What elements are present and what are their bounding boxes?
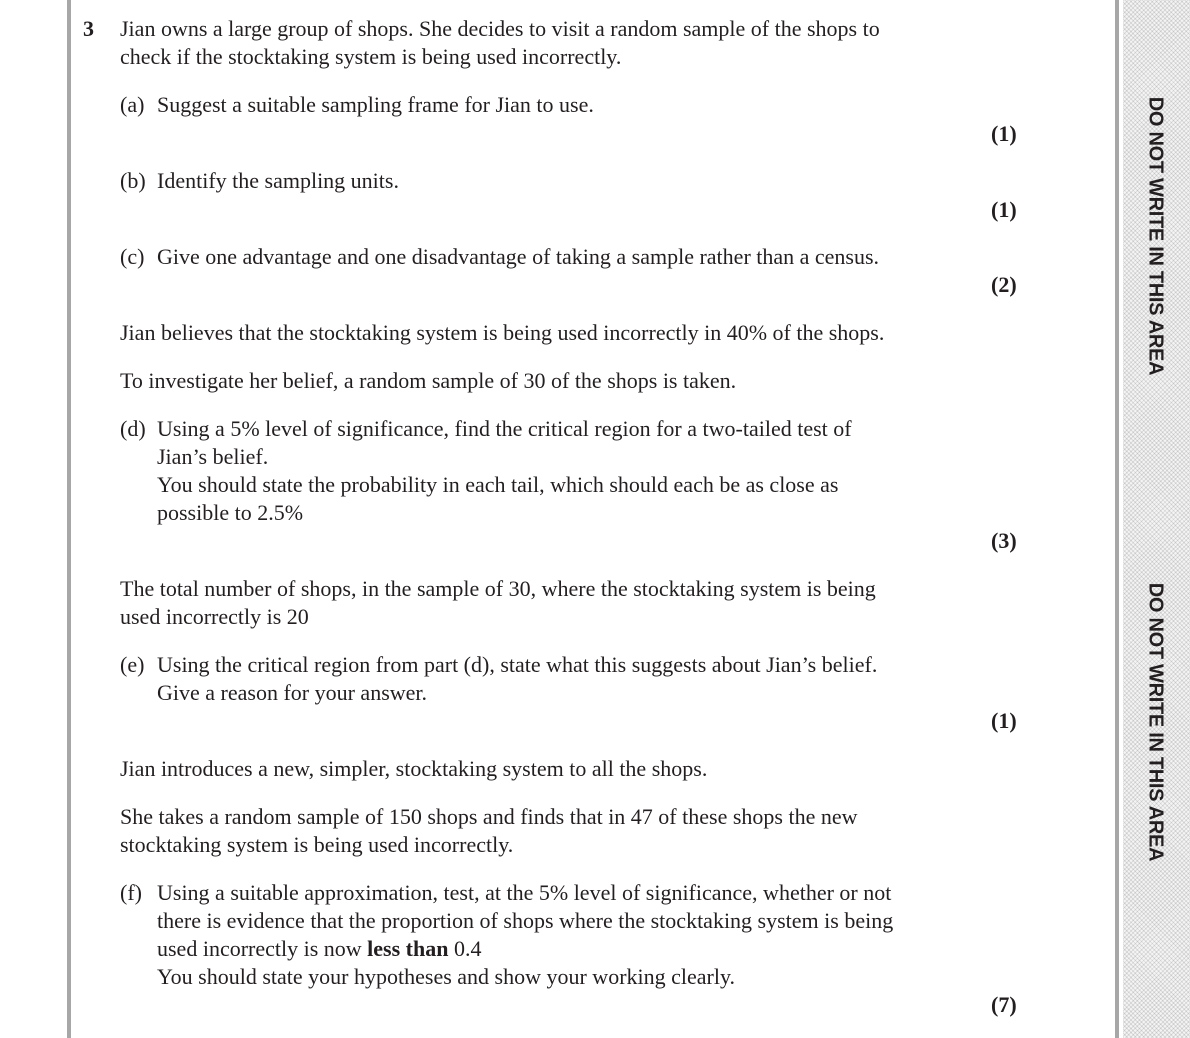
part-c-marks: (2) — [991, 272, 1017, 297]
part-f-line-1: Using a suitable approximation, test, at the 5% level of significance, whether or not — [157, 880, 892, 905]
part-f-line-2: there is evidence that the proportion of shops where the stocktaking system is being — [157, 908, 894, 933]
part-d-line-1: Using a 5% level of significance, find the critical region for a two-tailed test of — [157, 416, 852, 441]
total-line-2: used incorrectly is 20 — [120, 604, 309, 629]
part-f-line-4: You should state your hypotheses and show your working clearly. — [157, 964, 736, 989]
part-b-text: Identify the sampling units. — [157, 168, 399, 193]
part-c-label: (c) — [120, 244, 145, 269]
part-b-label: (b) — [120, 168, 146, 193]
part-b — [120, 167, 399, 195]
part-d-line-4: possible to 2.5% — [157, 500, 304, 525]
part-d — [120, 415, 852, 443]
left-margin-rule — [67, 0, 71, 1038]
part-a-text: Suggest a suitable sampling frame for Jian to use. — [157, 92, 594, 117]
part-d-label: (d) — [120, 416, 146, 441]
part-f-label: (f) — [120, 880, 142, 905]
part-f-line-3-emphasis: less than — [367, 936, 449, 961]
do-not-write-label-lower: DO NOT WRITE IN THIS AREA — [1144, 582, 1167, 862]
part-e-line-1: Using the critical region from part (d), state what this suggests about Jian’s belief. — [157, 652, 878, 677]
part-b-marks: (1) — [991, 197, 1017, 222]
question-number: 3 — [83, 16, 94, 41]
part-e-marks: (1) — [991, 708, 1017, 733]
investigate-text: To investigate her belief, a random sample of 30 of the shops is taken. — [120, 368, 737, 393]
part-f-marks: (7) — [991, 992, 1017, 1017]
part-f-line-3-pre: used incorrectly is now — [157, 936, 368, 961]
part-f-line-3-post: 0.4 — [448, 936, 482, 961]
new-sample-line-1: She takes a random sample of 150 shops and finds that in 47 of these shops the new — [120, 804, 858, 829]
part-a-marks: (1) — [991, 121, 1017, 146]
part-d-line-3: You should state the probability in each tail, which should each be as close as — [157, 472, 839, 497]
part-e — [120, 651, 877, 679]
new-system-text: Jian introduces a new, simpler, stocktaking system to all the shops. — [120, 756, 708, 781]
intro-line-1: Jian owns a large group of shops. She decides to visit a random sample of the shops to — [120, 16, 880, 41]
part-c — [120, 243, 879, 271]
part-e-line-2: Give a reason for your answer. — [157, 680, 428, 705]
part-d-marks: (3) — [991, 528, 1017, 553]
part-c-text: Give one advantage and one disadvantage of taking a sample rather than a census. — [157, 244, 880, 269]
belief-text: Jian believes that the stocktaking system is being used incorrectly in 40% of the shops. — [120, 320, 885, 345]
do-not-write-label-upper: DO NOT WRITE IN THIS AREA — [1144, 96, 1167, 376]
part-f-line-3 — [157, 935, 481, 963]
part-a-label: (a) — [120, 92, 145, 117]
new-sample-line-2: stocktaking system is being used incorrectly. — [120, 832, 514, 857]
part-a — [120, 91, 594, 119]
intro-line-2: check if the stocktaking system is being used incorrectly. — [120, 44, 622, 69]
part-d-line-2: Jian’s belief. — [157, 444, 269, 469]
part-e-label: (e) — [120, 652, 145, 677]
right-margin-rule — [1115, 0, 1119, 1038]
part-f — [120, 879, 891, 907]
total-line-1: The total number of shops, in the sample of 30, where the stocktaking system is being — [120, 576, 876, 601]
